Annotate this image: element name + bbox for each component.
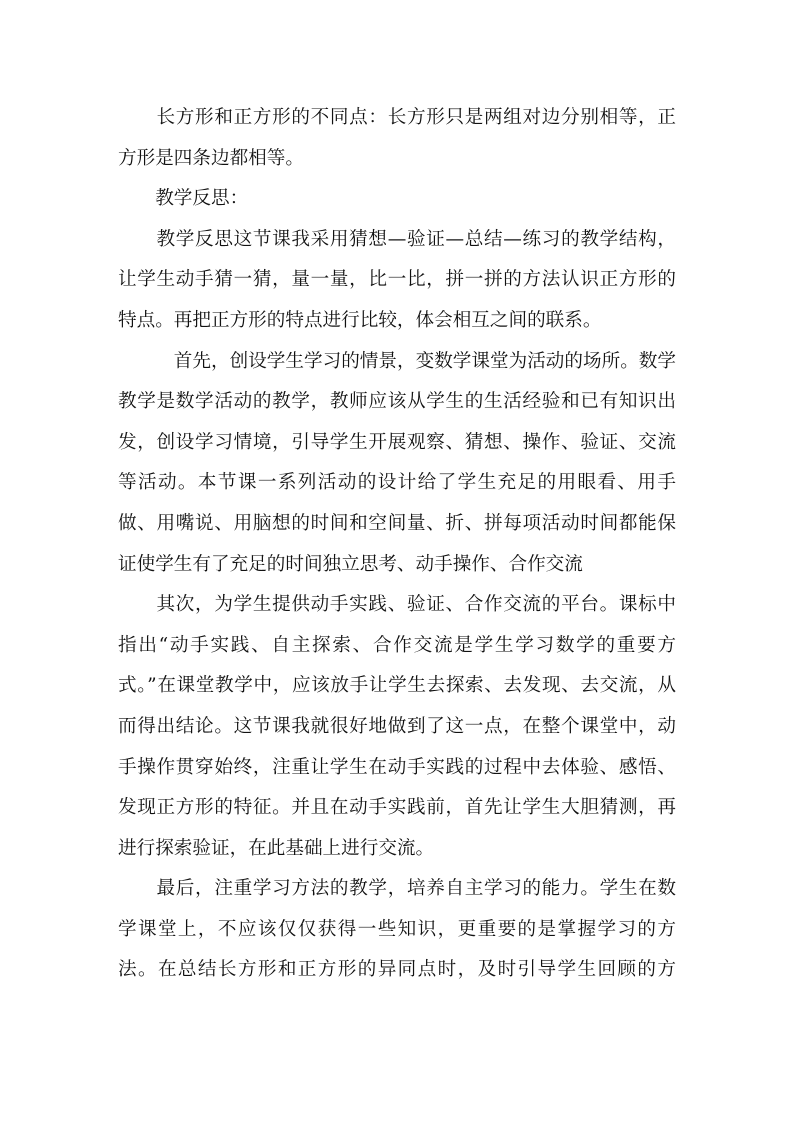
text-line: 法。在总结长方形和正方形的异同点时，及时引导学生回顾的方 [118,959,676,981]
text-line: 指出“动手实践、自主探索、合作交流是学生学习数学的重要方 [118,634,676,656]
text-line: 学课堂上，不应该仅仅获得一些知识，更重要的是掌握学习的方 [118,918,676,940]
text-line: 特点。再把正方形的特点进行比较，体会相互之间的联系。 [118,309,602,331]
text-line: 式。”在课堂教学中，应该放手让学生去探索、去发现、去交流，从 [118,675,676,697]
text-line: 而得出结论。这节课我就很好地做到了这一点，在整个课堂中，动 [118,715,676,737]
text-line: 等活动。本节课一系列活动的设计给了学生充足的用眼看、用手 [118,472,676,494]
text-line: 让学生动手猜一猜，量一量，比一比，拼一拼的方法认识正方形的 [118,269,676,291]
text-line: 做、用嘴说、用脑想的时间和空间量、折、拼每项活动时间都能保 [118,512,676,534]
text-line: 长方形和正方形的不同点：长方形只是两组对边分别相等，正 [118,107,676,128]
text-line: 手操作贯穿始终，注重让学生在动手实践的过程中去体验、感悟、 [118,756,676,778]
text-line: 进行探索验证，在此基础上进行交流。 [118,837,435,859]
text-line: 其次，为学生提供动手实践、验证、合作交流的平台。课标中 [118,594,676,616]
text-line: 发现正方形的特征。并且在动手实践前，首先让学生大胆猜测，再 [118,797,676,819]
text-line: 教学是数学活动的教学，教师应该从学生的生活经验和已有知识出 [118,391,676,413]
document-body [118,98,676,991]
text-line: 证使学生有了充足的时间独立思考、动手操作、合作交流 [118,553,583,575]
text-line: 首先，创设学生学习的情景，变数学课堂为活动的场所。数学 [118,350,676,372]
text-line: 方形是四条边都相等。 [118,147,304,169]
text-line: 教学反思： [118,188,249,210]
text-line: 教学反思这节课我采用猜想—验证—总结—练习的教学结构， [118,228,676,250]
text-line: 发，创设学习情境，引导学生开展观察、猜想、操作、验证、交流 [118,431,676,453]
text-line: 最后，注重学习方法的教学，培养自主学习的能力。学生在数 [118,878,676,900]
